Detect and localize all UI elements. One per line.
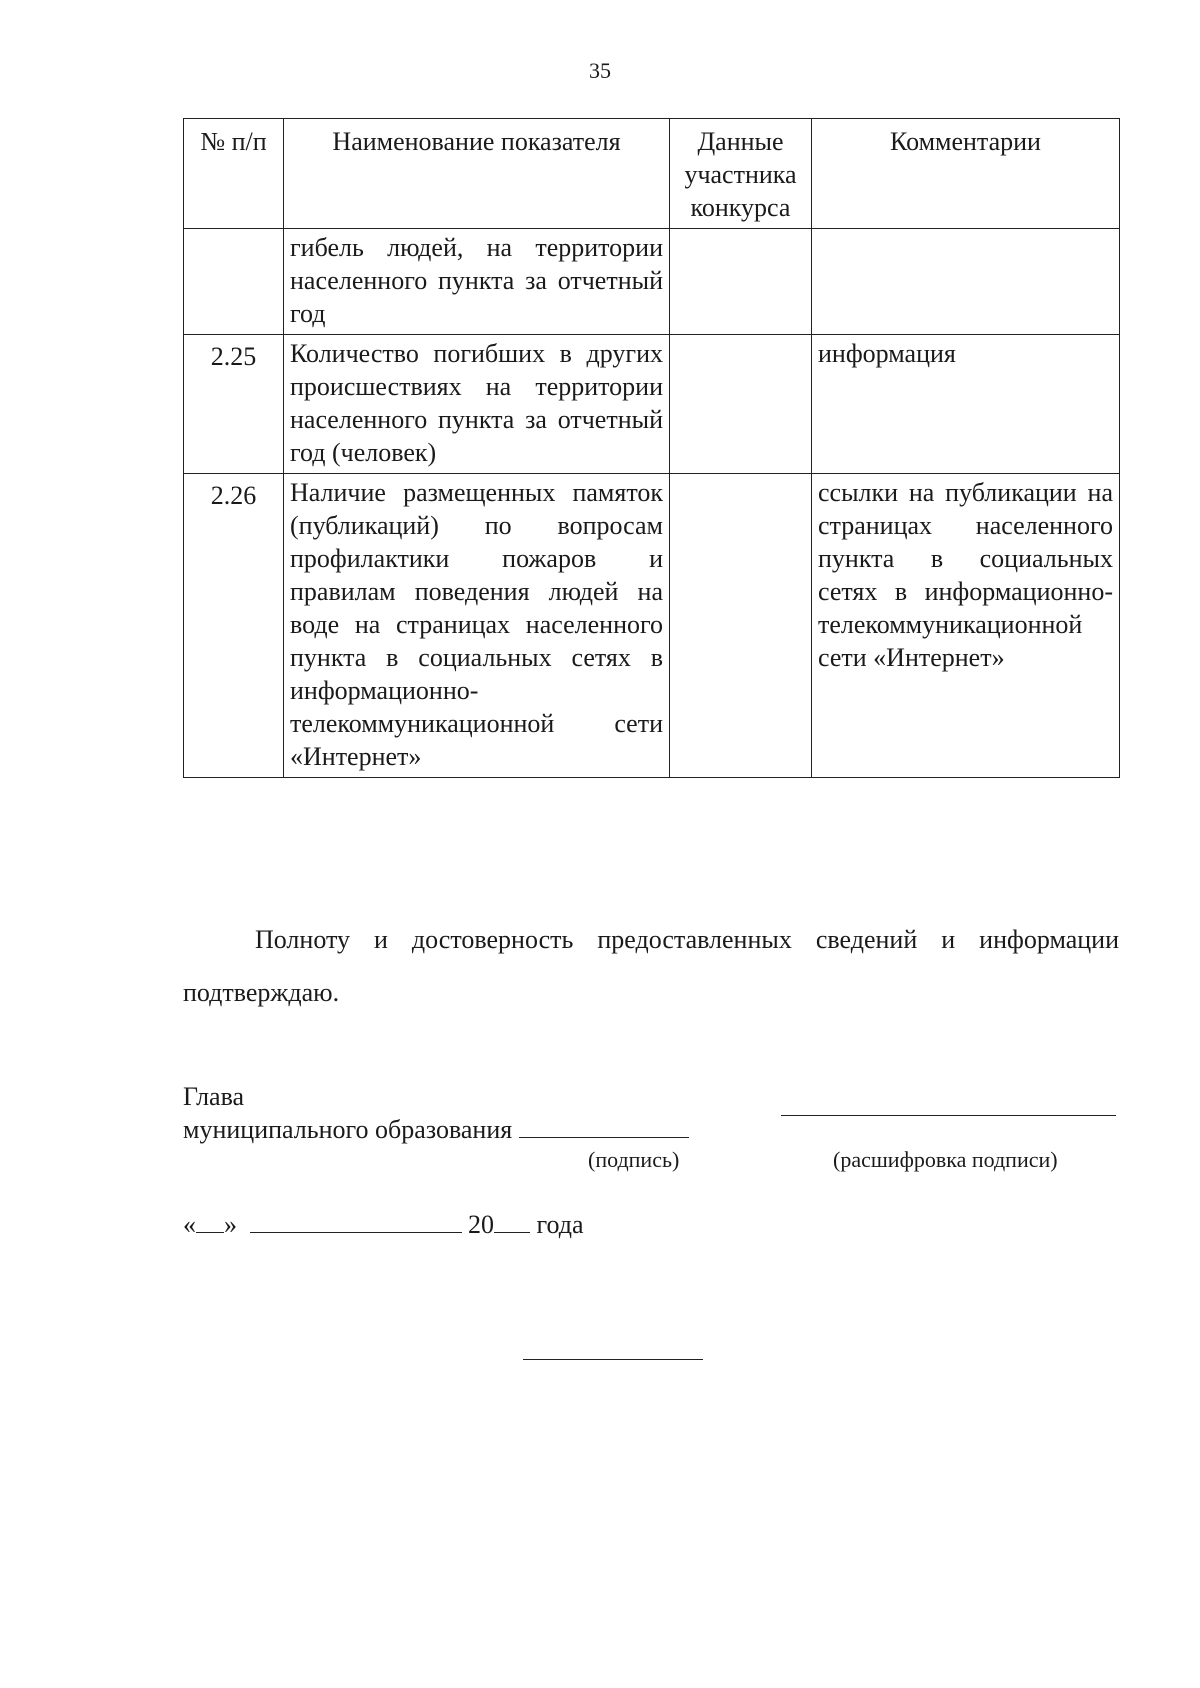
row-name: гибель людей, на территории населенного пункта за отчетный год (284, 229, 670, 335)
day-blank (196, 1208, 224, 1233)
table-row (184, 229, 1120, 335)
page-number: 35 (589, 58, 611, 83)
row-comments (812, 229, 1120, 335)
signature-decode-line (781, 1115, 1116, 1116)
row-name: Количество погибших в других происшествиях на территории населенного пункта за отчетный год (человек) (284, 335, 670, 474)
date-open-quote: « (183, 1210, 196, 1239)
date-line (183, 1208, 584, 1240)
row-data (670, 229, 812, 335)
year-suffix: года (536, 1210, 584, 1239)
row-num: 2.25 (184, 335, 284, 474)
signatory-title-line2-wrap (183, 1113, 689, 1146)
header-name: Наименование показателя (284, 119, 670, 229)
row-data (670, 474, 812, 778)
table-row (184, 335, 1120, 474)
decode-caption: (расшифровка подписи) (833, 1147, 1058, 1172)
row-num (184, 229, 284, 335)
header-comments: Комментарии (812, 119, 1120, 229)
header-data: Данные участника конкурса (670, 119, 812, 229)
table-header-row (184, 119, 1120, 229)
year-prefix: 20 (468, 1210, 494, 1239)
row-comments: ссылки на публикации на страницах населенного пункта в социальных сетях в информационно-телекоммуникационной сети «Интернет» (812, 474, 1120, 778)
indicators-table (183, 118, 1120, 778)
date-close-quote: » (224, 1210, 237, 1239)
end-rule (523, 1359, 703, 1360)
header-num: № п/п (184, 119, 284, 229)
signatory-title-line1: Глава (183, 1082, 245, 1111)
signature-line (519, 1113, 689, 1138)
table-row (184, 474, 1120, 778)
month-blank (250, 1208, 462, 1233)
signature-block (183, 1080, 689, 1146)
signatory-title-line2: муниципального образования (183, 1115, 513, 1144)
row-num: 2.26 (184, 474, 284, 778)
row-data (670, 335, 812, 474)
row-name: Наличие размещенных памяток (публикаций) по вопросам профилактики пожаров и правилам поведения людей на воде на страницах населенного пункта в социальных сетях в информационно-телекоммуникационной сети «Интернет» (284, 474, 670, 778)
signature-caption: (подпись) (588, 1147, 680, 1172)
row-comments: информация (812, 335, 1120, 474)
year-blank (494, 1208, 530, 1233)
confirmation-text: Полноту и достоверность предоставленных сведений и информации подтверждаю. (183, 925, 1119, 1007)
